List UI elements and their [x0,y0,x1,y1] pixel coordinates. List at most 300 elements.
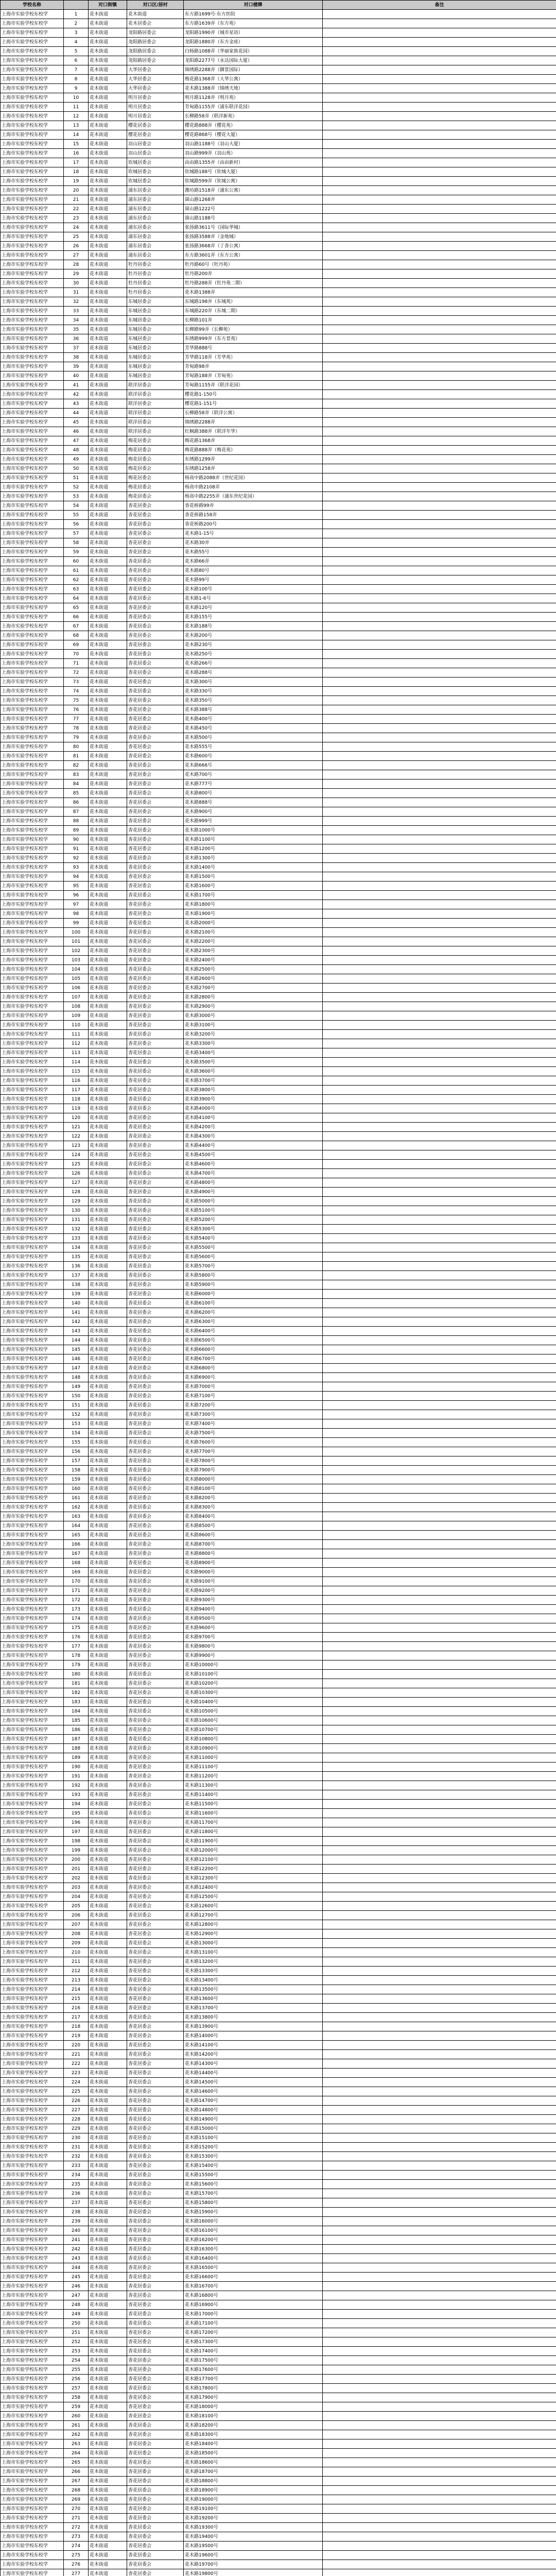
cell-ord: 110 [64,1021,89,1030]
cell-ord: 268 [64,2486,89,2495]
cell-school: 上海市实验学校东校学 [1,900,64,909]
cell-note [323,659,556,668]
table-row [1,325,556,334]
cell-detail: 花木路3300号 [184,1039,323,1048]
cell-ord: 214 [64,1985,89,1994]
table-row [1,501,556,511]
table-row [1,2486,556,2495]
cell-community: 香花居委会 [127,511,184,520]
cell-community: 香花居委会 [127,2514,184,2523]
cell-community: 浦东居委会 [127,214,184,223]
cell-note [323,1104,556,1113]
cell-community: 香花居委会 [127,863,184,872]
cell-detail: 花木路14800号 [184,2106,323,2115]
cell-ord: 71 [64,659,89,668]
cell-district: 花木街道 [89,956,127,965]
cell-detail: 花木路2300号 [184,946,323,956]
table-row [1,798,556,807]
cell-note [323,2412,556,2421]
cell-school: 上海市实验学校东校学 [1,659,64,668]
cell-community: 香花居委会 [127,1113,184,1123]
cell-note [323,158,556,167]
cell-detail: 花木路1400号 [184,863,323,872]
cell-detail: 花木路11100号 [184,1762,323,1772]
cell-community: 香花居委会 [127,1800,184,1809]
cell-community: 香花居委会 [127,900,184,909]
cell-school: 上海市实验学校东校学 [1,1225,64,1234]
cell-ord: 74 [64,687,89,696]
cell-ord: 78 [64,724,89,733]
cell-detail: 花木路9900号 [184,1651,323,1660]
cell-school: 上海市实验学校东校学 [1,1651,64,1660]
cell-ord: 70 [64,650,89,659]
cell-school: 上海市实验学校东校学 [1,1596,64,1605]
cell-community: 香花居委会 [127,668,184,677]
table-row [1,974,556,984]
table-row [1,381,556,390]
cell-school: 上海市实验学校东校学 [1,2189,64,2198]
cell-detail: 花木路1900号 [184,909,323,919]
cell-community: 香花居委会 [127,1837,184,1846]
cell-district: 花木街道 [89,882,127,891]
cell-detail: 花木路4000号 [184,1104,323,1113]
cell-school: 上海市实验学校东校学 [1,520,64,529]
cell-detail: 花木路8100号 [184,1484,323,1494]
table-row [1,1206,556,1215]
cell-school: 上海市实验学校东校学 [1,1382,64,1392]
cell-district: 花木街道 [89,1716,127,1725]
cell-community: 香花居委会 [127,779,184,789]
cell-district: 花木街道 [89,1002,127,1011]
cell-community: 香花居委会 [127,1920,184,1929]
cell-district: 花木街道 [89,2124,127,2133]
table-row [1,2356,556,2365]
cell-detail: 龙阳路2277号（永达国际大厦） [184,56,323,65]
cell-school: 上海市实验学校东校学 [1,1939,64,1948]
cell-note [323,483,556,492]
cell-detail: 红枫路388弄（联洋年华） [184,427,323,436]
cell-note [323,1484,556,1494]
cell-ord: 198 [64,1837,89,1846]
cell-detail: 东方路3601弄（东方公寓） [184,251,323,260]
table-row [1,1744,556,1753]
cell-community: 香花居委会 [127,909,184,919]
cell-ord: 35 [64,325,89,334]
cell-district: 花木街道 [89,409,127,418]
cell-note [323,2235,556,2245]
cell-community: 龙阳路居委会 [127,28,184,38]
cell-district: 花木街道 [89,2041,127,2050]
cell-district: 花木街道 [89,1985,127,1994]
cell-note [323,56,556,65]
cell-community: 香花居委会 [127,1354,184,1364]
cell-note [323,1716,556,1725]
cell-detail: 花木路2200号 [184,937,323,946]
table-row [1,418,556,427]
table-row [1,1150,556,1160]
cell-school: 上海市实验学校东校学 [1,418,64,427]
cell-ord: 149 [64,1382,89,1392]
cell-ord: 192 [64,1781,89,1790]
cell-district: 花木街道 [89,705,127,715]
cell-district: 花木街道 [89,2551,127,2560]
cell-detail: 花木路30弄 [184,538,323,548]
cell-school: 上海市实验学校东校学 [1,1855,64,1865]
cell-school: 上海市实验学校东校学 [1,223,64,232]
cell-ord: 236 [64,2189,89,2198]
cell-district: 花木街道 [89,779,127,789]
cell-school: 上海市实验学校东校学 [1,399,64,409]
cell-school: 上海市实验学校东校学 [1,409,64,418]
cell-community: 香花居委会 [127,1660,184,1670]
cell-school: 上海市实验学校东校学 [1,1392,64,1401]
table-row [1,1308,556,1317]
table-row [1,835,556,844]
cell-district: 花木街道 [89,1707,127,1716]
cell-ord: 242 [64,2245,89,2254]
cell-detail: 花木路800号 [184,789,323,798]
cell-school: 上海市实验学校东校学 [1,891,64,900]
cell-district: 花木街道 [89,1976,127,1985]
cell-community: 香花居委会 [127,937,184,946]
cell-note [323,195,556,205]
cell-community: 香花居委会 [127,2004,184,2013]
cell-district: 花木街道 [89,2152,127,2161]
cell-ord: 255 [64,2365,89,2375]
cell-detail: 花木路3800号 [184,1086,323,1095]
cell-school: 上海市实验学校东校学 [1,1577,64,1586]
cell-community: 香花居委会 [127,2319,184,2328]
cell-district: 花木街道 [89,2384,127,2393]
cell-ord: 54 [64,501,89,511]
cell-ord: 48 [64,446,89,455]
table-row [1,2514,556,2523]
cell-ord: 72 [64,668,89,677]
table-row [1,733,556,742]
cell-school: 上海市实验学校东校学 [1,121,64,130]
cell-community: 香花居委会 [127,2282,184,2291]
cell-note [323,585,556,594]
cell-district: 花木街道 [89,1827,127,1837]
cell-community: 香花居委会 [127,1086,184,1095]
table-row [1,38,556,47]
cell-note [323,2375,556,2384]
cell-ord: 55 [64,511,89,520]
cell-detail: 花木路10700号 [184,1725,323,1735]
cell-ord: 223 [64,2069,89,2078]
cell-ord: 263 [64,2439,89,2449]
cell-school: 上海市实验学校东校学 [1,2069,64,2078]
cell-district: 花木街道 [89,2328,127,2337]
table-row [1,1688,556,1698]
cell-school: 上海市实验学校东校学 [1,548,64,557]
table-row [1,1327,556,1336]
cell-community: 香花居委会 [127,1976,184,1985]
table-row [1,1651,556,1660]
table-row [1,1698,556,1707]
cell-school: 上海市实验学校东校学 [1,2430,64,2439]
cell-detail: 花木路450号 [184,724,323,733]
table-row [1,1373,556,1382]
cell-ord: 172 [64,1596,89,1605]
table-row [1,1568,556,1577]
cell-note [323,1327,556,1336]
cell-school: 上海市实验学校东校学 [1,1707,64,1716]
cell-community: 香花居委会 [127,2031,184,2041]
cell-school: 上海市实验学校东校学 [1,2004,64,2013]
cell-district: 花木街道 [89,1401,127,1410]
cell-district: 花木街道 [89,1818,127,1827]
cell-detail: 花木路18900号 [184,2486,323,2495]
table-row [1,427,556,436]
cell-school: 上海市实验学校东校学 [1,2337,64,2347]
cell-detail: 花木路19700号 [184,2560,323,2569]
cell-community: 香花居委会 [127,1160,184,1169]
cell-community: 香花居委会 [127,1123,184,1132]
table-row [1,2523,556,2532]
cell-detail: 崮山路1268弄 [184,195,323,205]
cell-note [323,1475,556,1484]
cell-district: 花木街道 [89,2319,127,2328]
cell-ord: 206 [64,1911,89,1920]
cell-district: 花木街道 [89,1271,127,1280]
cell-detail: 花木路200号 [184,631,323,640]
cell-community: 香花居委会 [127,1327,184,1336]
cell-note [323,2031,556,2041]
cell-community: 香花居委会 [127,548,184,557]
cell-note [323,1939,556,1948]
cell-district: 花木街道 [89,2115,127,2124]
cell-detail: 花木路2400号 [184,956,323,965]
cell-school: 上海市实验学校东校学 [1,2486,64,2495]
cell-detail: 花木路17900号 [184,2393,323,2402]
cell-school: 上海市实验学校东校学 [1,186,64,195]
cell-district: 花木街道 [89,640,127,650]
cell-note [323,1067,556,1076]
cell-community: 香花居委会 [127,640,184,650]
cell-ord: 33 [64,307,89,316]
table-row [1,529,556,538]
cell-district: 花木街道 [89,2254,127,2263]
cell-ord: 196 [64,1818,89,1827]
cell-ord: 215 [64,1994,89,2004]
cell-ord: 165 [64,1531,89,1540]
table-row [1,344,556,353]
cell-note [323,2551,556,2560]
cell-community: 香花居委会 [127,594,184,603]
cell-community: 香花居委会 [127,2328,184,2337]
cell-community: 东城居委会 [127,362,184,371]
cell-school: 上海市实验学校东校学 [1,733,64,742]
cell-note [323,844,556,854]
cell-detail: 芳华路888号 [184,344,323,353]
cell-community: 香花居委会 [127,2096,184,2106]
cell-district: 花木街道 [89,1021,127,1030]
cell-community: 香花居委会 [127,826,184,835]
cell-ord: 160 [64,1484,89,1494]
cell-school: 上海市实验学校东校学 [1,316,64,325]
header-district: 对口街镇 [89,1,127,10]
table-row [1,984,556,993]
cell-school: 上海市实验学校东校学 [1,158,64,167]
cell-ord: 51 [64,473,89,483]
table-row [1,1531,556,1540]
cell-ord: 76 [64,705,89,715]
cell-note [323,733,556,742]
table-row [1,2050,556,2059]
cell-community: 浦东居委会 [127,223,184,232]
cell-detail: 芳甸路1155弄（联洋花园） [184,381,323,390]
cell-district: 花木街道 [89,2439,127,2449]
cell-note [323,399,556,409]
cell-note [323,1058,556,1067]
cell-school: 上海市实验学校东校学 [1,1456,64,1466]
cell-school: 上海市实验学校东校学 [1,455,64,464]
cell-detail: 长柳路101弄 [184,316,323,325]
cell-ord: 270 [64,2504,89,2514]
cell-detail: 花木路2000号 [184,919,323,928]
cell-community: 香花居委会 [127,1021,184,1030]
table-row [1,409,556,418]
cell-school: 上海市实验学校东校学 [1,668,64,677]
cell-ord: 156 [64,1447,89,1456]
cell-school: 上海市实验学校东校学 [1,103,64,112]
cell-school: 上海市实验学校东校学 [1,919,64,928]
cell-community: 香花居委会 [127,1234,184,1243]
cell-ord: 264 [64,2449,89,2458]
cell-district: 花木街道 [89,1642,127,1651]
cell-detail: 花木路8400号 [184,1512,323,1521]
cell-district: 花木街道 [89,1902,127,1911]
cell-district: 花木街道 [89,1104,127,1113]
cell-district: 花木街道 [89,316,127,325]
cell-district: 花木街道 [89,399,127,409]
cell-note [323,140,556,149]
cell-note [323,1178,556,1188]
cell-district: 花木街道 [89,1345,127,1354]
cell-ord: 115 [64,1067,89,1076]
cell-district: 花木街道 [89,371,127,381]
cell-note [323,909,556,919]
cell-detail: 花木路500号 [184,733,323,742]
cell-district: 花木街道 [89,1614,127,1623]
cell-ord: 46 [64,427,89,436]
cell-school: 上海市实验学校东校学 [1,2291,64,2300]
cell-community: 香花居委会 [127,1011,184,1021]
cell-school: 上海市实验学校东校学 [1,1948,64,1957]
cell-school: 上海市实验学校东校学 [1,84,64,93]
cell-district: 花木街道 [89,279,127,288]
cell-school: 上海市实验学校东校学 [1,205,64,214]
cell-school: 上海市实验学校东校学 [1,2078,64,2087]
cell-detail: 花木路4200号 [184,1123,323,1132]
cell-school: 上海市实验学校东校学 [1,1076,64,1086]
table-row [1,1290,556,1299]
cell-district: 花木街道 [89,1809,127,1818]
cell-ord: 14 [64,130,89,140]
cell-district: 花木街道 [89,269,127,279]
cell-note [323,946,556,956]
cell-community: 香花居委会 [127,705,184,715]
cell-note [323,1762,556,1772]
table-row [1,1169,556,1178]
cell-ord: 194 [64,1800,89,1809]
cell-ord: 6 [64,56,89,65]
cell-school: 上海市实验学校东校学 [1,1735,64,1744]
cell-detail: 花木路5200号 [184,1215,323,1225]
cell-school: 上海市实验学校东校学 [1,2208,64,2217]
cell-ord: 77 [64,715,89,724]
cell-note [323,75,556,84]
cell-detail: 花木路18200号 [184,2421,323,2430]
cell-community: 香花居委会 [127,2226,184,2235]
table-row [1,1011,556,1021]
cell-note [323,2439,556,2449]
table-row [1,1642,556,1651]
cell-note [323,594,556,603]
cell-school: 上海市实验学校东校学 [1,2161,64,2171]
cell-note [323,2402,556,2412]
cell-note [323,2004,556,2013]
cell-district: 花木街道 [89,1874,127,1883]
cell-school: 上海市实验学校东校学 [1,1540,64,1549]
cell-ord: 23 [64,214,89,223]
cell-school: 上海市实验学校东校学 [1,650,64,659]
cell-district: 花木街道 [89,2133,127,2143]
table-row [1,817,556,826]
cell-community: 牡丹居委会 [127,260,184,269]
cell-detail: 花木路1600号 [184,882,323,891]
cell-detail: 花木路15100号 [184,2133,323,2143]
cell-district: 花木街道 [89,232,127,242]
table-row [1,362,556,371]
cell-school: 上海市实验学校东校学 [1,1994,64,2004]
cell-community: 香花居委会 [127,1642,184,1651]
cell-detail: 花木路12600号 [184,1902,323,1911]
cell-district: 花木街道 [89,2356,127,2365]
cell-detail: 花木路5800号 [184,1271,323,1280]
cell-community: 大华居委会 [127,65,184,75]
cell-school: 上海市实验学校东校学 [1,1725,64,1735]
cell-district: 花木街道 [89,1419,127,1429]
cell-detail: 花木路16700号 [184,2282,323,2291]
cell-district: 花木街道 [89,538,127,548]
cell-community: 香花居委会 [127,1030,184,1039]
cell-school: 上海市实验学校东校学 [1,1698,64,1707]
cell-note [323,928,556,937]
cell-detail: 花木路8200号 [184,1494,323,1503]
cell-detail: 花木路1-6号 [184,594,323,603]
cell-note [323,724,556,733]
header-ord [64,1,89,10]
table-row [1,2004,556,2013]
cell-detail: 花木路700号 [184,770,323,779]
table-row [1,2208,556,2217]
cell-ord: 107 [64,993,89,1002]
cell-note [323,269,556,279]
cell-community: 香花居委会 [127,1716,184,1725]
cell-detail: 花木路12200号 [184,1865,323,1874]
cell-note [323,1364,556,1373]
cell-note [323,919,556,928]
cell-community: 钦城居委会 [127,158,184,167]
cell-school: 上海市实验学校东校学 [1,2013,64,2022]
cell-community: 香花居委会 [127,613,184,622]
cell-community: 联洋居委会 [127,390,184,399]
cell-ord: 129 [64,1197,89,1206]
cell-school: 上海市实验学校东校学 [1,140,64,149]
cell-ord: 86 [64,798,89,807]
